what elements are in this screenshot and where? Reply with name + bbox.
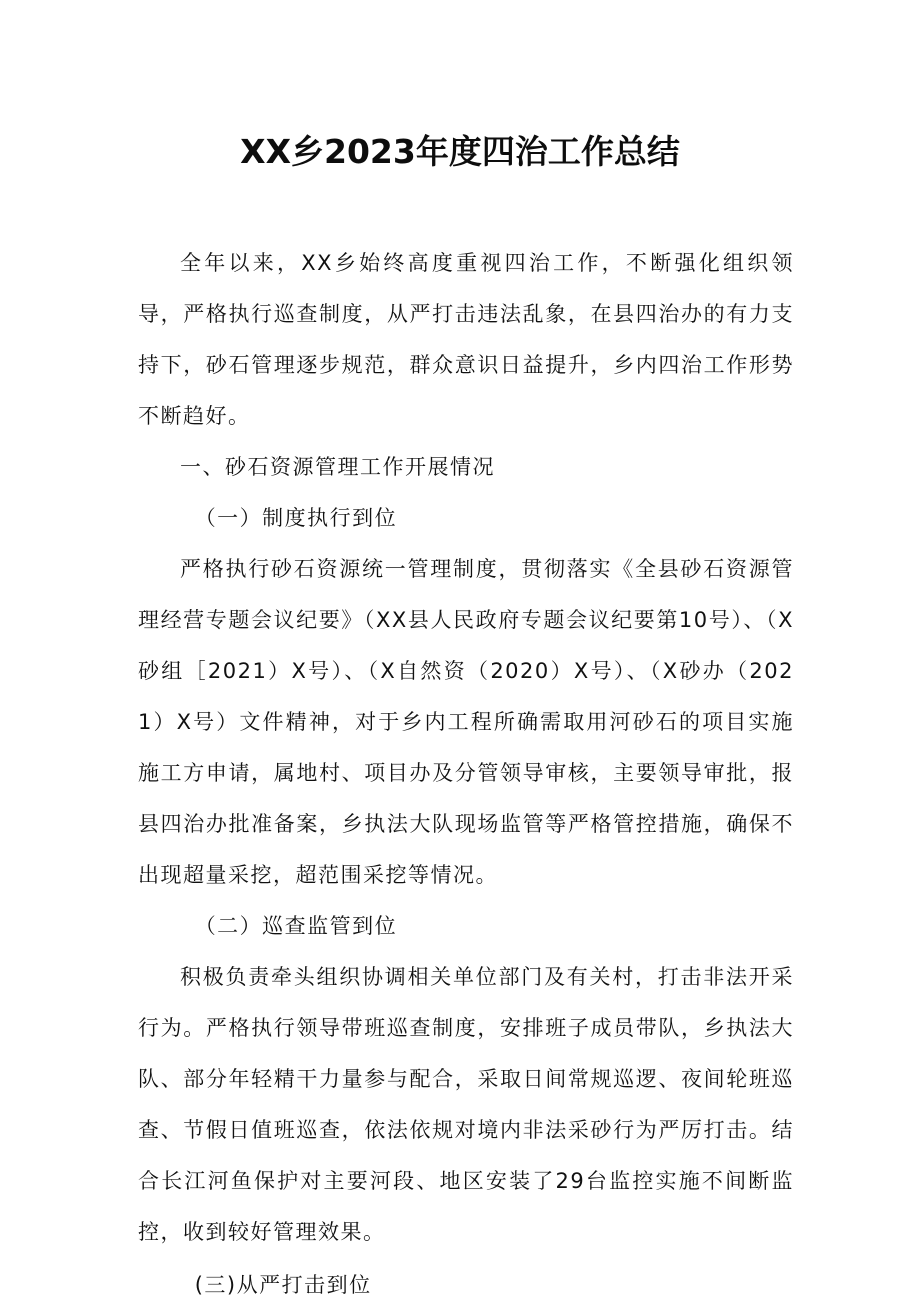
subsection-1-heading: （一）制度执行到位 [194,506,398,530]
subsection-1-paragraph: 严格执行砂石资源统一管理制度，贯彻落实《全县砂石资源管理经营专题会议纪要》（XX县人民政府专题会议纪要第10号）、（X砂组［2021）X号）、（X自然资（2020）X号）、（X砂办（2021）X号）文件精神，对于乡内工程所确需取用河砂石的项目实施施工方申请，属地村、项目办及分管领导审核，主要领导审批，报县四治办批准备案，乡执法大队现场监管等严格管控措施，确保不出现超量采挖，超范围采挖等情况。 [138,557,794,887]
document-body [138,238,794,1311]
intro-paragraph: 全年以来，XX乡始终高度重视四治工作，不断强化组织领导，严格执行巡查制度，从严打击违法乱象，在县四治办的有力支持下，砂石管理逐步规范，群众意识日益提升，乡内四治工作形势不断趋好。 [138,251,794,428]
section-1-heading: 一、砂石资源管理工作开展情况 [180,455,495,479]
subsection-2-heading: （二）巡查监管到位 [194,914,398,938]
subsection-3-heading: (三)从严打击到位 [194,1273,372,1297]
subsection-2-paragraph: 积极负责牵头组织协调相关单位部门及有关村，打击非法开采行为。严格执行领导带班巡查制度，安排班子成员带队，乡执法大队、部分年轻精干力量参与配合，采取日间常规巡逻、夜间轮班巡查、节假日值班巡查，依法依规对境内非法采砂行为严厉打击。结合长江河鱼保护对主要河段、地区安装了29台监控实施不间断监控，收到较好管理效果。 [138,965,794,1244]
document-title: XX乡2023年度四治工作总结 [240,132,680,171]
